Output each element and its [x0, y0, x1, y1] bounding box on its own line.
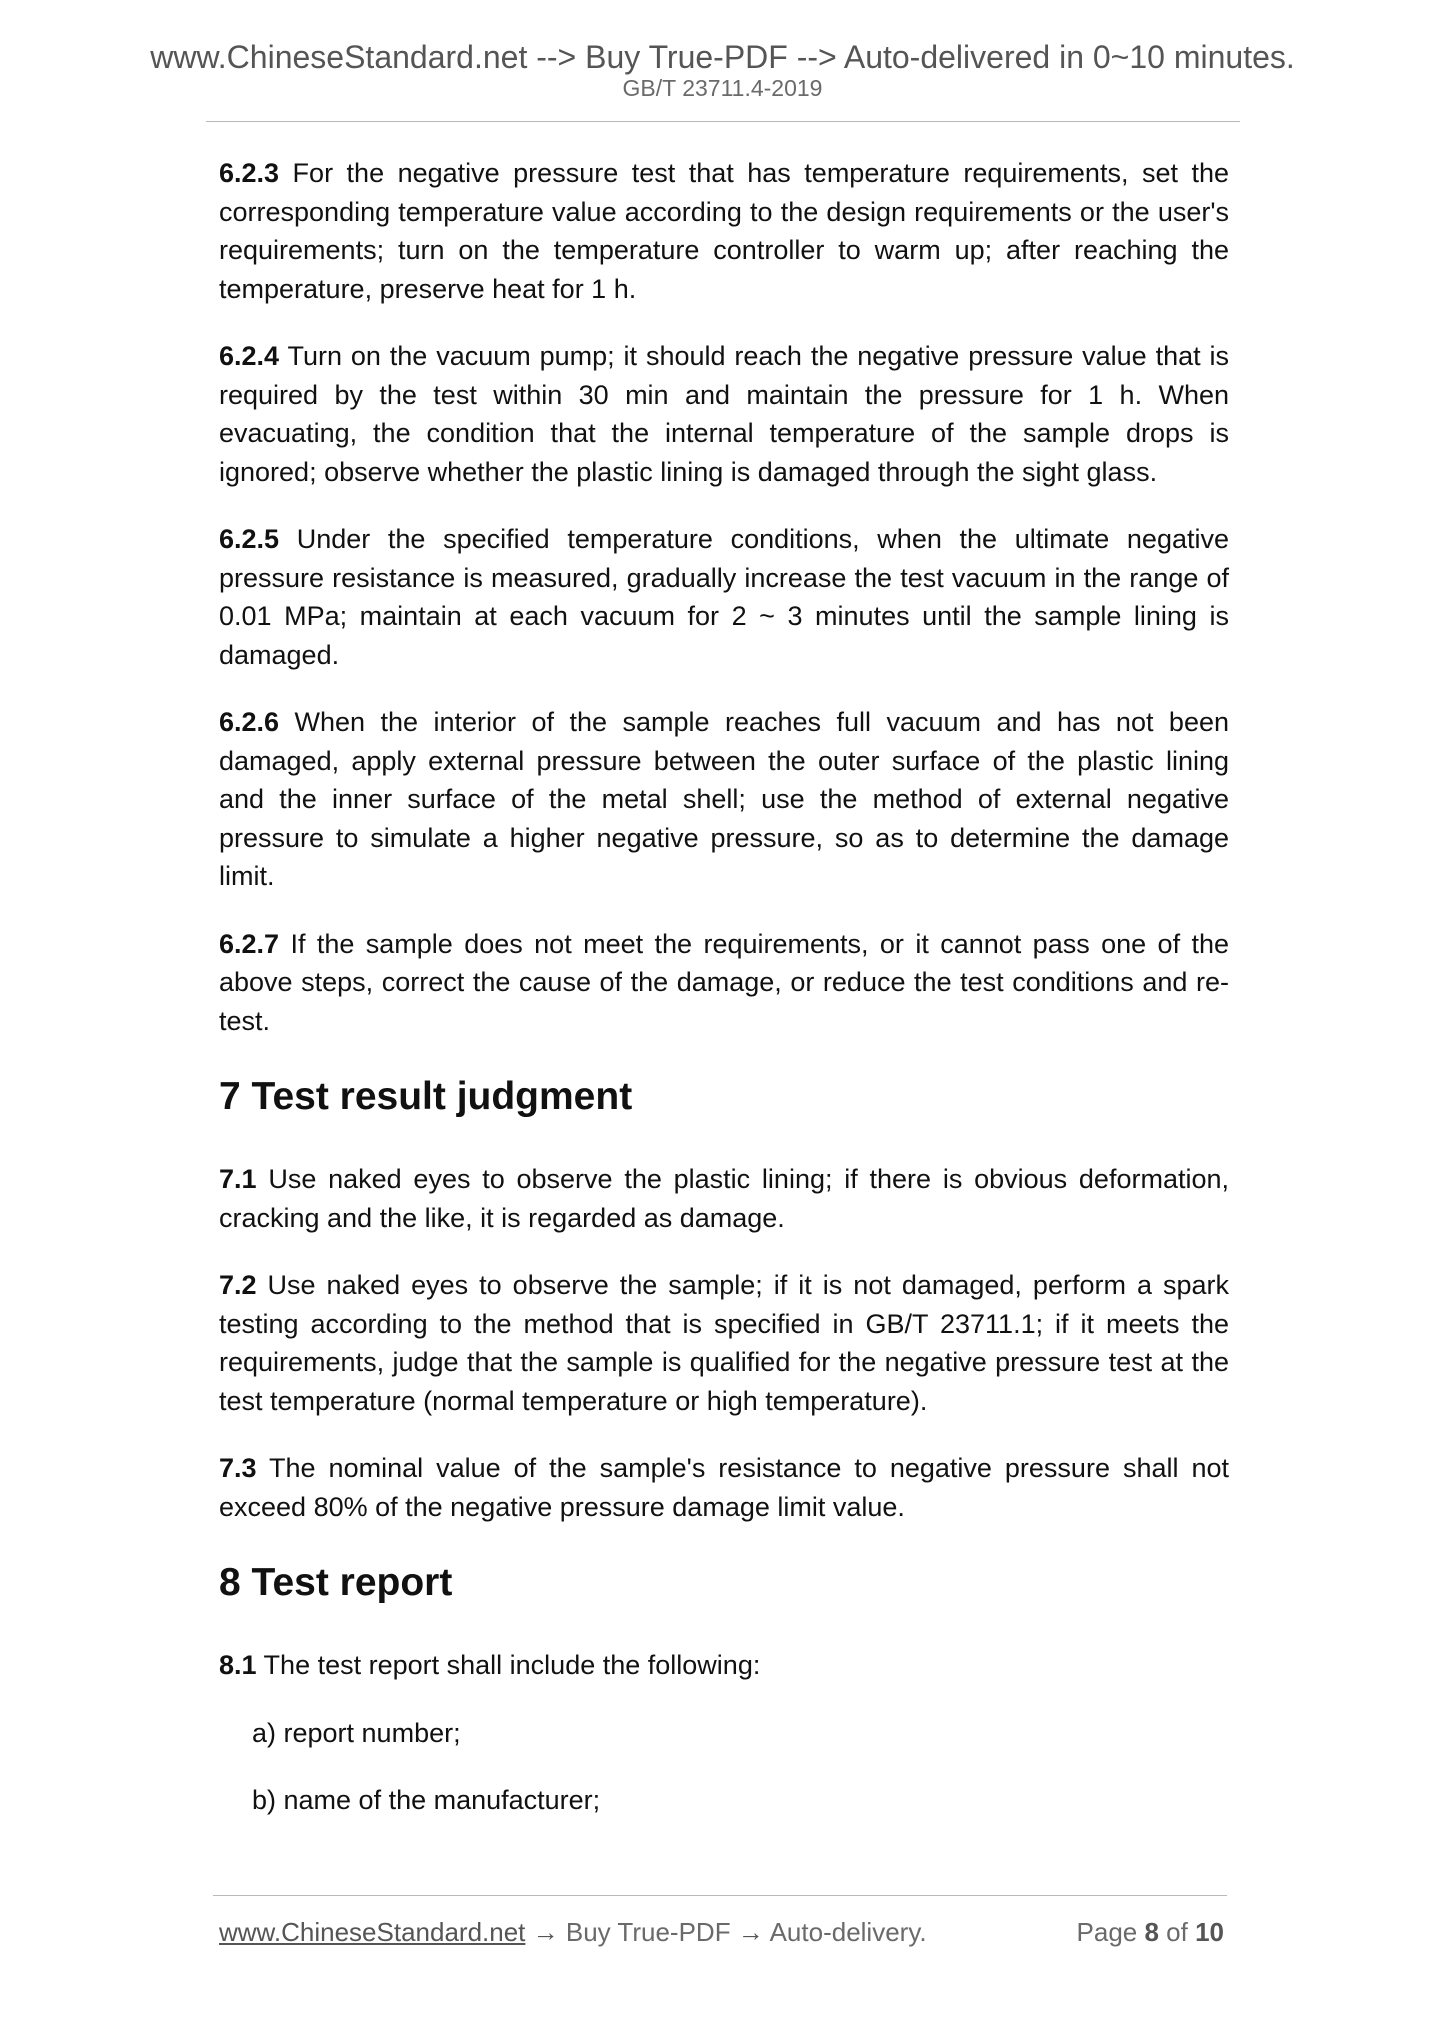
footer-delivery-text: Auto-delivery. — [763, 1917, 927, 1947]
clause-number: 6.2.3 — [219, 158, 280, 188]
total-pages-number: 10 — [1195, 1917, 1224, 1947]
footer-divider — [213, 1895, 1227, 1896]
clause-6-2-7 — [219, 925, 1229, 1041]
current-page-number: 8 — [1144, 1917, 1159, 1947]
clause-text: When the interior of the sample reaches full vacuum and has not been damaged, apply external pressure between the outer surface of the plastic lining and the inner surface of the metal shell; use the method of external negative pressure to simulate a higher negative pressure, so as to determine the damage limit. — [219, 707, 1229, 891]
clause-number: 6.2.4 — [219, 341, 280, 371]
page-footer — [219, 1916, 1224, 1948]
clause-6-2-4 — [219, 337, 1229, 491]
clause-7-2 — [219, 1266, 1229, 1420]
clause-6-2-5 — [219, 520, 1229, 674]
header-divider — [206, 121, 1240, 122]
clause-text: Under the specified temperature conditions, when the ultimate negative pressure resistance is measured, gradually increase the test vacuum in the range of 0.01 MPa; maintain at each vacuum for 2 ~ 3 minutes until the sample lining is damaged. — [219, 524, 1229, 670]
list-item: a) report number; — [252, 1717, 461, 1748]
clause-text: Use naked eyes to observe the sample; if it is not damaged, perform a spark testing according to the method that is specified in GB/T 23711.1; if it meets the requirements, judge that the sample is qualified for the negative pressure test at the test temperature (normal temperature or high temperature). — [219, 1270, 1229, 1416]
clause-text: For the negative pressure test that has temperature requirements, set the corresponding temperature value according to the design requirements or the user's requirements; turn on the temperature controller to warm up; after reaching the temperature, preserve heat for 1 h. — [219, 158, 1229, 304]
clause-number: 7.1 — [219, 1164, 257, 1194]
footer-site-link[interactable]: www.ChineseStandard.net — [219, 1917, 526, 1947]
page-of-label: of — [1158, 1917, 1196, 1947]
right-arrow-icon: → — [532, 1917, 559, 1947]
clause-7-1 — [219, 1160, 1229, 1237]
clause-6-2-3 — [219, 154, 1229, 308]
page-indicator — [1077, 1916, 1224, 1948]
clause-number: 6.2.7 — [219, 928, 280, 959]
list-item: b) name of the manufacturer; — [252, 1785, 601, 1815]
clause-number: 7.2 — [219, 1270, 257, 1300]
standard-number: GB/T 23711.4-2019 — [622, 75, 823, 101]
section-heading-7: 7 Test result judgment — [219, 1075, 633, 1118]
clause-text: The nominal value of the sample's resistance to negative pressure shall not exceed 80% of the negative pressure damage limit value. — [219, 1453, 1229, 1522]
clause-number: 6.2.5 — [219, 524, 280, 554]
clause-number: 6.2.6 — [219, 707, 280, 737]
clause-text: Use naked eyes to observe the plastic lining; if there is obvious deformation, cracking and the like, it is regarded as damage. — [219, 1164, 1229, 1233]
header-banner: www.ChineseStandard.net --> Buy True-PDF --> Auto-delivered in 0~10 minutes. — [150, 39, 1295, 75]
section-heading-8: 8 Test report — [219, 1561, 453, 1604]
clause-6-2-6 — [219, 703, 1229, 896]
clause-text: If the sample does not meet the requirements, or it cannot pass one of the above steps, correct the cause of the damage, or reduce the test conditions and re-test. — [219, 928, 1229, 1036]
page-label: Page — [1076, 1917, 1145, 1947]
right-arrow-icon: → — [737, 1917, 764, 1947]
clause-text: The test report shall include the following: — [256, 1650, 761, 1680]
clause-7-3 — [219, 1449, 1229, 1526]
page-content — [219, 154, 1229, 1849]
clause-8-1 — [219, 1646, 1229, 1685]
footer-buy-text: Buy True-PDF — [558, 1917, 738, 1947]
clause-number: 8.1 — [219, 1650, 257, 1680]
clause-text: Turn on the vacuum pump; it should reach the negative pressure value that is required by the test within 30 min and maintain the pressure for 1 h. When evacuating, the condition that the internal temperature of the sample drops is ignored; observe whether the plastic lining is damaged through the sight glass. — [219, 341, 1229, 487]
clause-number: 7.3 — [219, 1453, 257, 1483]
